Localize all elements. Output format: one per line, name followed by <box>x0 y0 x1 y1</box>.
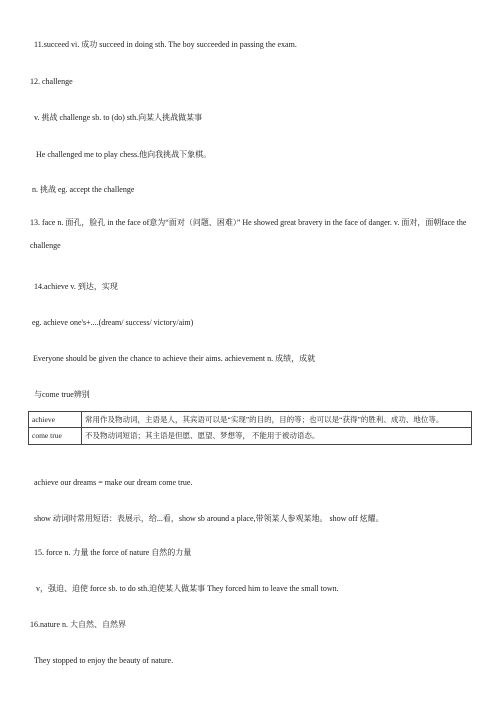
table-cell-term: achieve <box>29 412 82 428</box>
table-cell-description: 不及物动词短语；其主语是但愿、愿望、梦想等， 不能用于被动语态。 <box>82 428 472 444</box>
example-sentence-challenge: He challenged me to play chess.他向我挑战下象棋。 <box>36 150 212 159</box>
example-sentence-nature: They stopped to enjoy the beauty of nature. <box>34 656 174 665</box>
vocab-heading-achieve: 14.achieve v. 到达，实现 <box>34 282 118 291</box>
vocab-heading-force: 15. force n. 力量 the force of nature 自然的力量 <box>34 548 192 557</box>
example-sentence-achieve: Everyone should be given the chance to achieve their aims. achievement n. 成绩，成就 <box>33 354 316 363</box>
comparison-heading: 与come true辨别 <box>34 390 90 399</box>
vocab-line-succeed: 11.succeed vi. 成功 succeed in doing sth. The boy succeeded in passing the exam. <box>34 40 297 49</box>
note-line-show: show 动词时常用短语：表展示，给...看，show sb around a place,带领某人参观某地。 show off 炫耀。 <box>34 514 384 523</box>
vocab-heading-nature: 16.nature n. 大自然、自然界 <box>30 620 126 629</box>
table-row <box>29 428 472 444</box>
example-line-achieve: eg. achieve one's+....(dream/ success/ victory/aim) <box>32 318 194 327</box>
table-row <box>29 412 472 428</box>
comparison-table <box>28 411 472 445</box>
vocab-heading-challenge: 12. challenge <box>30 77 73 86</box>
table-cell-term: come true <box>29 428 82 444</box>
table-cell-description: 常用作及物动词，主语是人，其宾语可以是“实现”的目的，目的等；也可以是“获得”的胜利、成功、地位等。 <box>82 412 472 428</box>
example-line-achieve-dreams: achieve our dreams = make our dream come true. <box>34 478 193 487</box>
vocab-line-force-verb: v，强迫、迫使 force sb. to do sth.迫使某人做某事 They forced him to leave the small town. <box>36 584 339 593</box>
vocab-line-challenge-verb: v. 挑战 challenge sb. to (do) sth.向某人挑战做某事 <box>34 113 203 122</box>
vocab-line-challenge-noun: n. 挑战 eg. accept the challenge <box>32 185 135 194</box>
vocab-paragraph-face: 13. face n. 面孔，脸孔 in the face of意为“面对（问题、困难）” He showed great bravery in the face of danger. v. 面对，面朝face the challenge <box>30 218 467 250</box>
